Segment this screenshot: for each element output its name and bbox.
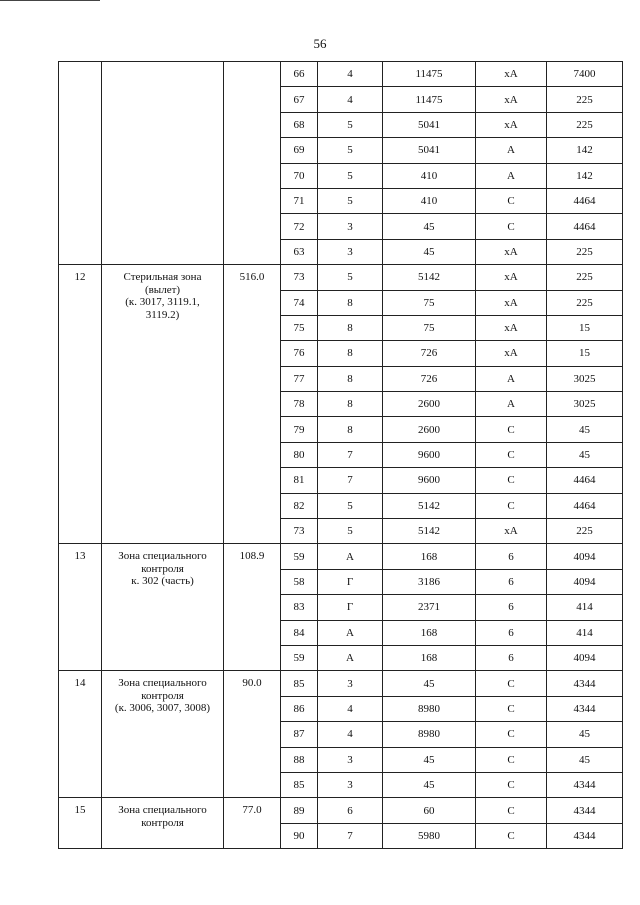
point-cell: 68 bbox=[281, 112, 318, 137]
col2-cell: 3 bbox=[318, 214, 383, 239]
col3-cell: 9600 bbox=[383, 442, 476, 467]
zone-name-line: Стерильная зона bbox=[123, 271, 202, 284]
zone-number-cell: 12 bbox=[59, 265, 102, 544]
point-cell: 75 bbox=[281, 315, 318, 340]
col3-cell: 75 bbox=[383, 315, 476, 340]
point-cell: 80 bbox=[281, 442, 318, 467]
col5-cell: 3025 bbox=[547, 392, 623, 417]
col2-cell: А bbox=[318, 620, 383, 645]
point-cell: 82 bbox=[281, 493, 318, 518]
page-corner-line bbox=[0, 0, 100, 1]
col2-cell: Г bbox=[318, 595, 383, 620]
col4-cell: С bbox=[476, 493, 547, 518]
col5-cell: 4464 bbox=[547, 214, 623, 239]
point-cell: 66 bbox=[281, 62, 318, 87]
col5-cell: 414 bbox=[547, 595, 623, 620]
point-cell: 74 bbox=[281, 290, 318, 315]
zone-name-cell bbox=[102, 62, 224, 265]
col2-cell: 5 bbox=[318, 163, 383, 188]
col3-cell: 60 bbox=[383, 798, 476, 823]
col4-cell: С bbox=[476, 214, 547, 239]
zone-name-cell bbox=[102, 265, 224, 544]
col5-cell: 4464 bbox=[547, 468, 623, 493]
col4-cell: хА bbox=[476, 265, 547, 290]
col4-cell: А bbox=[476, 392, 547, 417]
zone-name-line: (к. 3017, 3119.1, bbox=[125, 296, 200, 309]
point-cell: 88 bbox=[281, 747, 318, 772]
col5-cell: 15 bbox=[547, 315, 623, 340]
col3-cell: 410 bbox=[383, 188, 476, 213]
point-cell: 87 bbox=[281, 722, 318, 747]
col2-cell: 3 bbox=[318, 772, 383, 797]
col5-cell: 45 bbox=[547, 417, 623, 442]
zone-name-line: 3119.2) bbox=[145, 308, 180, 321]
col5-cell: 4094 bbox=[547, 569, 623, 594]
col5-cell: 4094 bbox=[547, 544, 623, 569]
col5-cell: 225 bbox=[547, 290, 623, 315]
col3-cell: 45 bbox=[383, 239, 476, 264]
col2-cell: А bbox=[318, 645, 383, 670]
col5-cell: 4344 bbox=[547, 772, 623, 797]
col5-cell: 4464 bbox=[547, 188, 623, 213]
col3-cell: 5041 bbox=[383, 138, 476, 163]
col2-cell: 4 bbox=[318, 87, 383, 112]
col3-cell: 168 bbox=[383, 645, 476, 670]
col3-cell: 75 bbox=[383, 290, 476, 315]
col4-cell: С bbox=[476, 696, 547, 721]
col5-cell: 45 bbox=[547, 747, 623, 772]
col2-cell: 3 bbox=[318, 671, 383, 696]
col4-cell: 6 bbox=[476, 620, 547, 645]
col2-cell: 5 bbox=[318, 493, 383, 518]
zones-table bbox=[58, 61, 623, 849]
col4-cell: 6 bbox=[476, 595, 547, 620]
col3-cell: 5142 bbox=[383, 265, 476, 290]
zone-area-cell: 516.0 bbox=[224, 265, 281, 544]
col4-cell: А bbox=[476, 163, 547, 188]
col5-cell: 225 bbox=[547, 112, 623, 137]
point-cell: 85 bbox=[281, 772, 318, 797]
col5-cell: 225 bbox=[547, 519, 623, 544]
col3-cell: 45 bbox=[383, 747, 476, 772]
col5-cell: 4094 bbox=[547, 645, 623, 670]
point-cell: 85 bbox=[281, 671, 318, 696]
point-cell: 76 bbox=[281, 341, 318, 366]
col4-cell: С bbox=[476, 417, 547, 442]
zone-name-cell bbox=[102, 798, 224, 849]
zone-area-cell: 77.0 bbox=[224, 798, 281, 849]
col3-cell: 45 bbox=[383, 214, 476, 239]
col2-cell: 7 bbox=[318, 468, 383, 493]
col3-cell: 168 bbox=[383, 544, 476, 569]
zone-area-cell: 108.9 bbox=[224, 544, 281, 671]
table-row bbox=[59, 62, 623, 87]
col4-cell: С bbox=[476, 772, 547, 797]
zone-number-cell: 14 bbox=[59, 671, 102, 798]
col3-cell: 8980 bbox=[383, 696, 476, 721]
col3-cell: 5142 bbox=[383, 493, 476, 518]
zone-number-cell bbox=[59, 62, 102, 265]
col3-cell: 2371 bbox=[383, 595, 476, 620]
zone-area-cell bbox=[224, 62, 281, 265]
col5-cell: 45 bbox=[547, 722, 623, 747]
col4-cell: А bbox=[476, 366, 547, 391]
col3-cell: 2600 bbox=[383, 392, 476, 417]
zone-number-cell: 13 bbox=[59, 544, 102, 671]
page-number: 56 bbox=[313, 36, 327, 51]
col5-cell: 142 bbox=[547, 138, 623, 163]
col2-cell: 8 bbox=[318, 341, 383, 366]
col2-cell: А bbox=[318, 544, 383, 569]
col3-cell: 45 bbox=[383, 772, 476, 797]
point-cell: 69 bbox=[281, 138, 318, 163]
col2-cell: 8 bbox=[318, 417, 383, 442]
col2-cell: 3 bbox=[318, 747, 383, 772]
point-cell: 86 bbox=[281, 696, 318, 721]
zone-name-line: (вылет) bbox=[144, 283, 181, 296]
col3-cell: 9600 bbox=[383, 468, 476, 493]
col3-cell: 11475 bbox=[383, 87, 476, 112]
col5-cell: 142 bbox=[547, 163, 623, 188]
col4-cell: А bbox=[476, 138, 547, 163]
col4-cell: хА bbox=[476, 239, 547, 264]
col2-cell: 5 bbox=[318, 519, 383, 544]
col4-cell: 6 bbox=[476, 569, 547, 594]
zone-name-line: контроля bbox=[141, 689, 184, 702]
point-cell: 59 bbox=[281, 645, 318, 670]
col3-cell: 45 bbox=[383, 671, 476, 696]
col4-cell: С bbox=[476, 468, 547, 493]
col5-cell: 4344 bbox=[547, 671, 623, 696]
col2-cell: Г bbox=[318, 569, 383, 594]
point-cell: 79 bbox=[281, 417, 318, 442]
table-row bbox=[59, 544, 623, 569]
col5-cell: 414 bbox=[547, 620, 623, 645]
col2-cell: 8 bbox=[318, 366, 383, 391]
col2-cell: 8 bbox=[318, 392, 383, 417]
col2-cell: 5 bbox=[318, 138, 383, 163]
zone-area-cell: 90.0 bbox=[224, 671, 281, 798]
point-cell: 90 bbox=[281, 823, 318, 848]
col3-cell: 726 bbox=[383, 341, 476, 366]
point-cell: 70 bbox=[281, 163, 318, 188]
point-cell: 71 bbox=[281, 188, 318, 213]
col2-cell: 3 bbox=[318, 239, 383, 264]
col3-cell: 168 bbox=[383, 620, 476, 645]
col4-cell: С bbox=[476, 823, 547, 848]
col3-cell: 3186 bbox=[383, 569, 476, 594]
zone-name-line: (к. 3006, 3007, 3008) bbox=[114, 702, 211, 715]
col2-cell: 8 bbox=[318, 315, 383, 340]
zone-number-cell: 15 bbox=[59, 798, 102, 849]
point-cell: 73 bbox=[281, 265, 318, 290]
col4-cell: 6 bbox=[476, 544, 547, 569]
col5-cell: 4344 bbox=[547, 696, 623, 721]
col5-cell: 3025 bbox=[547, 366, 623, 391]
col2-cell: 5 bbox=[318, 112, 383, 137]
table-row bbox=[59, 265, 623, 290]
col4-cell: хА bbox=[476, 62, 547, 87]
zone-name-cell bbox=[102, 671, 224, 798]
zone-name-line: Зона специального bbox=[118, 677, 207, 690]
col5-cell: 225 bbox=[547, 87, 623, 112]
col2-cell: 4 bbox=[318, 722, 383, 747]
col5-cell: 7400 bbox=[547, 62, 623, 87]
point-cell: 78 bbox=[281, 392, 318, 417]
col3-cell: 5142 bbox=[383, 519, 476, 544]
zone-name-cell bbox=[102, 544, 224, 671]
col3-cell: 8980 bbox=[383, 722, 476, 747]
col4-cell: хА bbox=[476, 341, 547, 366]
table-row bbox=[59, 798, 623, 823]
col4-cell: хА bbox=[476, 112, 547, 137]
col4-cell: С bbox=[476, 798, 547, 823]
col4-cell: С bbox=[476, 671, 547, 696]
col5-cell: 4344 bbox=[547, 823, 623, 848]
point-cell: 63 bbox=[281, 239, 318, 264]
col4-cell: 6 bbox=[476, 645, 547, 670]
col3-cell: 11475 bbox=[383, 62, 476, 87]
col4-cell: хА bbox=[476, 290, 547, 315]
point-cell: 73 bbox=[281, 519, 318, 544]
col4-cell: хА bbox=[476, 87, 547, 112]
col2-cell: 7 bbox=[318, 442, 383, 467]
point-cell: 72 bbox=[281, 214, 318, 239]
point-cell: 84 bbox=[281, 620, 318, 645]
col4-cell: С bbox=[476, 747, 547, 772]
col3-cell: 2600 bbox=[383, 417, 476, 442]
zone-name-line: Зона специального bbox=[118, 550, 207, 563]
col2-cell: 6 bbox=[318, 798, 383, 823]
col4-cell: С bbox=[476, 722, 547, 747]
point-cell: 81 bbox=[281, 468, 318, 493]
col4-cell: хА bbox=[476, 315, 547, 340]
col4-cell: С bbox=[476, 188, 547, 213]
col5-cell: 225 bbox=[547, 239, 623, 264]
point-cell: 83 bbox=[281, 595, 318, 620]
col3-cell: 5980 bbox=[383, 823, 476, 848]
col3-cell: 726 bbox=[383, 366, 476, 391]
table-row bbox=[59, 671, 623, 696]
point-cell: 58 bbox=[281, 569, 318, 594]
col5-cell: 4344 bbox=[547, 798, 623, 823]
point-cell: 77 bbox=[281, 366, 318, 391]
point-cell: 67 bbox=[281, 87, 318, 112]
col5-cell: 15 bbox=[547, 341, 623, 366]
point-cell: 59 bbox=[281, 544, 318, 569]
col4-cell: С bbox=[476, 442, 547, 467]
col5-cell: 4464 bbox=[547, 493, 623, 518]
col2-cell: 7 bbox=[318, 823, 383, 848]
col5-cell: 225 bbox=[547, 265, 623, 290]
col4-cell: хА bbox=[476, 519, 547, 544]
col2-cell: 5 bbox=[318, 188, 383, 213]
zone-name-line: к. 302 (часть) bbox=[131, 575, 194, 588]
col2-cell: 5 bbox=[318, 265, 383, 290]
point-cell: 89 bbox=[281, 798, 318, 823]
zone-name-line: контроля bbox=[141, 562, 184, 575]
zone-name-line: Зона специального bbox=[118, 804, 207, 817]
zone-name-line: контроля bbox=[141, 816, 184, 829]
col5-cell: 45 bbox=[547, 442, 623, 467]
col3-cell: 410 bbox=[383, 163, 476, 188]
col2-cell: 4 bbox=[318, 62, 383, 87]
col2-cell: 4 bbox=[318, 696, 383, 721]
col2-cell: 8 bbox=[318, 290, 383, 315]
col3-cell: 5041 bbox=[383, 112, 476, 137]
table-body bbox=[59, 62, 623, 849]
